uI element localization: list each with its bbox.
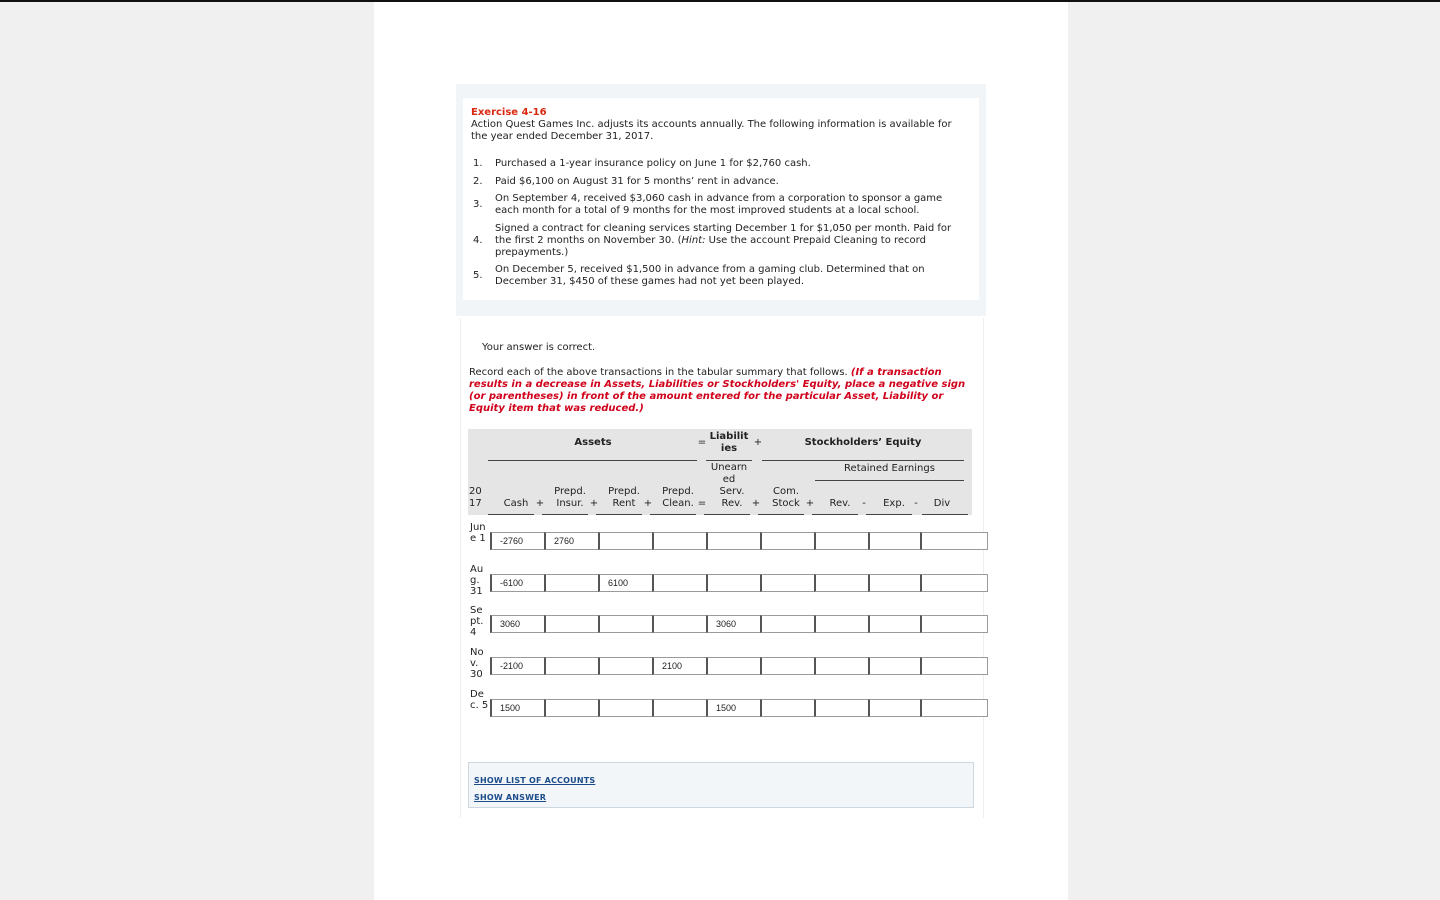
table-cell-dividends xyxy=(920,699,988,717)
amount-input-prepd-insur[interactable] xyxy=(554,702,594,714)
amount-input-cash[interactable] xyxy=(500,702,540,714)
amount-input-prepd-clean[interactable] xyxy=(662,577,702,589)
amount-input-dividends[interactable] xyxy=(930,660,970,672)
amount-input-prepd-rent[interactable] xyxy=(608,577,648,589)
item-number: 3. xyxy=(473,199,483,210)
item-text: On September 4, received $3,060 cash in advance from a corporation to sponsor a game each month for a total of 9 months for the most improved students at a local school. xyxy=(495,193,943,216)
amount-input-unearned-serv-rev[interactable] xyxy=(716,702,756,714)
equity-header: Stockholders’ Equity xyxy=(804,437,922,448)
retained-earnings-label: Retained Earnings xyxy=(844,463,935,474)
amount-input-common-stock[interactable] xyxy=(770,577,810,589)
column-underline xyxy=(542,514,588,515)
header-rule xyxy=(762,460,964,461)
show-answer-link[interactable]: SHOW ANSWER xyxy=(474,793,547,802)
table-cell-expense xyxy=(868,615,922,633)
operator-sign: = xyxy=(697,498,707,509)
table-cell-expense xyxy=(868,657,922,675)
amount-input-dividends[interactable] xyxy=(930,535,970,547)
column-underline xyxy=(812,514,858,515)
table-cell-unearned-serv-rev xyxy=(706,615,762,633)
equals-sign: = xyxy=(697,437,707,448)
amount-input-revenue[interactable] xyxy=(824,618,864,630)
header-rule xyxy=(488,460,697,461)
table-cell-revenue xyxy=(814,574,870,592)
amount-input-unearned-serv-rev[interactable] xyxy=(716,577,756,589)
year-label: 20 17 xyxy=(469,486,482,509)
amount-input-cash[interactable] xyxy=(500,577,540,589)
amount-input-common-stock[interactable] xyxy=(770,618,810,630)
amount-input-prepd-clean[interactable] xyxy=(662,702,702,714)
table-cell-cash xyxy=(490,657,546,675)
table-cell-expense xyxy=(868,532,922,550)
table-cell-dividends xyxy=(920,615,988,633)
table-cell-prepd-clean xyxy=(652,532,708,550)
item-text xyxy=(495,223,967,259)
table-cell-revenue xyxy=(814,657,870,675)
table-cell-dividends xyxy=(920,657,988,675)
amount-input-prepd-rent[interactable] xyxy=(608,660,648,672)
table-cell-cash xyxy=(490,532,546,550)
amount-input-revenue[interactable] xyxy=(824,702,864,714)
operator-sign: - xyxy=(914,498,918,509)
amount-input-expense[interactable] xyxy=(878,618,918,630)
column-header-prepd-insur-top: Prepd. xyxy=(554,486,586,497)
amount-input-prepd-rent[interactable] xyxy=(608,535,648,547)
row-date: No v. 30 xyxy=(470,647,484,680)
table-cell-common-stock xyxy=(760,699,816,717)
table-cell-prepd-clean xyxy=(652,657,708,675)
table-cell-dividends xyxy=(920,532,988,550)
amount-input-unearned-serv-rev[interactable] xyxy=(716,618,756,630)
amount-input-revenue[interactable] xyxy=(824,660,864,672)
column-header-prepd-clean: Clean. xyxy=(662,498,694,509)
column-header-cash: Cash xyxy=(503,498,529,509)
amount-input-cash[interactable] xyxy=(500,618,540,630)
instruction-warning: (If a transaction results in a decrease in Assets, Liabilities or Stockholders' Equity, place a negative sign (or parentheses) in front of the amount entered for the particular Asset, Liability or Equity item that was reduced.) xyxy=(469,367,966,414)
hint-label: Hint: xyxy=(681,235,706,246)
table-cell-prepd-clean xyxy=(652,574,708,592)
table-cell-cash xyxy=(490,574,546,592)
table-cell-expense xyxy=(868,699,922,717)
amount-input-expense[interactable] xyxy=(878,660,918,672)
amount-input-unearned-serv-rev[interactable] xyxy=(716,660,756,672)
amount-input-prepd-insur[interactable] xyxy=(554,535,594,547)
amount-input-prepd-rent[interactable] xyxy=(608,618,648,630)
amount-input-dividends[interactable] xyxy=(930,577,970,589)
answer-status: Your answer is correct. xyxy=(482,342,596,353)
table-cell-unearned-serv-rev xyxy=(706,574,762,592)
amount-input-prepd-insur[interactable] xyxy=(554,618,594,630)
column-underline xyxy=(866,514,912,515)
amount-input-prepd-clean[interactable] xyxy=(662,618,702,630)
amount-input-dividends[interactable] xyxy=(930,702,970,714)
item-number: 1. xyxy=(473,158,483,169)
column-underline xyxy=(758,514,804,515)
table-cell-prepd-insur xyxy=(544,657,600,675)
table-cell-common-stock xyxy=(760,615,816,633)
item-text: Paid $6,100 on August 31 for 5 months’ rent in advance. xyxy=(495,176,779,187)
table-cell-prepd-rent xyxy=(598,699,654,717)
table-cell-prepd-insur xyxy=(544,574,600,592)
table-cell-cash xyxy=(490,699,546,717)
item-text-part: Signed a contract for cleaning services starting December 1 for $1,050 per month. Paid for the first 2 months on November 30. ( xyxy=(495,223,952,246)
amount-input-cash[interactable] xyxy=(500,660,540,672)
exercise-intro: Action Quest Games Inc. adjusts its accounts annually. The following information is available for the year ended December 31, 2017. xyxy=(471,119,952,142)
column-header-prepd-clean-top: Prepd. xyxy=(662,486,694,497)
table-cell-expense xyxy=(868,574,922,592)
operator-sign: + xyxy=(751,498,761,509)
column-underline xyxy=(596,514,642,515)
column-header-dividends: Div xyxy=(933,498,951,509)
amount-input-expense[interactable] xyxy=(878,702,918,714)
column-header-revenue: Rev. xyxy=(829,498,851,509)
column-underline xyxy=(488,514,534,515)
table-cell-common-stock xyxy=(760,657,816,675)
table-cell-prepd-clean xyxy=(652,615,708,633)
assets-header: Assets xyxy=(574,437,612,448)
operator-sign: - xyxy=(862,498,866,509)
amount-input-dividends[interactable] xyxy=(930,618,970,630)
exercise-title: Exercise 4-16 xyxy=(471,107,547,118)
column-underline xyxy=(922,514,968,515)
table-cell-prepd-rent xyxy=(598,574,654,592)
column-header-expense: Exp. xyxy=(883,498,905,509)
amount-input-unearned-serv-rev[interactable] xyxy=(716,535,756,547)
operator-sign: + xyxy=(589,498,599,509)
header-rule xyxy=(706,460,752,461)
liabilities-header: Liabilit ies xyxy=(709,431,749,454)
item-number: 5. xyxy=(473,270,483,281)
table-cell-prepd-clean xyxy=(652,699,708,717)
item-text: Purchased a 1-year insurance policy on June 1 for $2,760 cash. xyxy=(495,158,811,169)
table-cell-prepd-insur xyxy=(544,699,600,717)
table-cell-prepd-insur xyxy=(544,532,600,550)
row-date: De c. 5 xyxy=(470,689,489,711)
answer-instruction xyxy=(469,367,969,415)
column-underline xyxy=(650,514,696,515)
amount-input-prepd-clean[interactable] xyxy=(662,535,702,547)
item-text-part: Use the account Prepaid Cleaning to record prepayments.) xyxy=(495,235,926,258)
column-header-common-stock: Stock xyxy=(772,498,800,509)
header-rule xyxy=(815,480,964,481)
table-cell-prepd-rent xyxy=(598,615,654,633)
item-number: 2. xyxy=(473,176,483,187)
plus-sign: + xyxy=(753,437,763,448)
column-header-prepd-insur: Insur. xyxy=(556,498,584,509)
column-header-prepd-rent: Rent xyxy=(612,498,636,509)
item-text: On December 5, received $1,500 in advance from a gaming club. Determined that on December 31, $450 of these games had not yet been played. xyxy=(495,264,925,287)
amount-input-common-stock[interactable] xyxy=(770,702,810,714)
amount-input-prepd-insur[interactable] xyxy=(554,577,594,589)
table-cell-unearned-serv-rev xyxy=(706,699,762,717)
row-date: Au g. 31 xyxy=(470,564,484,597)
amount-input-revenue[interactable] xyxy=(824,535,864,547)
column-header-prepd-rent-top: Prepd. xyxy=(608,486,640,497)
amount-input-common-stock[interactable] xyxy=(770,660,810,672)
amount-input-cash[interactable] xyxy=(500,535,540,547)
table-cell-revenue xyxy=(814,615,870,633)
table-cell-prepd-rent xyxy=(598,532,654,550)
table-cell-prepd-rent xyxy=(598,657,654,675)
instruction-text: Record each of the above transactions in the tabular summary that follows. xyxy=(469,367,848,378)
row-date: Jun e 1 xyxy=(470,522,486,544)
amount-input-prepd-rent[interactable] xyxy=(608,702,648,714)
row-date: Se pt. 4 xyxy=(470,605,484,638)
amount-input-prepd-insur[interactable] xyxy=(554,660,594,672)
table-cell-unearned-serv-rev xyxy=(706,532,762,550)
column-header-unearned-serv-rev-top: Serv. xyxy=(719,486,745,497)
operator-sign: + xyxy=(805,498,815,509)
unearned-label: Unearn ed xyxy=(710,462,748,485)
table-cell-revenue xyxy=(814,699,870,717)
amount-input-prepd-clean[interactable] xyxy=(662,660,702,672)
table-cell-unearned-serv-rev xyxy=(706,657,762,675)
operator-sign: + xyxy=(535,498,545,509)
amount-input-common-stock[interactable] xyxy=(770,535,810,547)
table-cell-prepd-insur xyxy=(544,615,600,633)
table-cell-common-stock xyxy=(760,574,816,592)
item-number: 4. xyxy=(473,235,483,246)
column-header-common-stock-top: Com. xyxy=(772,486,800,497)
table-cell-dividends xyxy=(920,574,988,592)
show-list-of-accounts-link[interactable]: SHOW LIST OF ACCOUNTS xyxy=(474,776,596,785)
table-cell-common-stock xyxy=(760,532,816,550)
amount-input-expense[interactable] xyxy=(878,535,918,547)
table-cell-cash xyxy=(490,615,546,633)
amount-input-expense[interactable] xyxy=(878,577,918,589)
column-underline xyxy=(704,514,750,515)
column-header-unearned-serv-rev: Rev. xyxy=(721,498,743,509)
operator-sign: + xyxy=(643,498,653,509)
amount-input-revenue[interactable] xyxy=(824,577,864,589)
table-cell-revenue xyxy=(814,532,870,550)
